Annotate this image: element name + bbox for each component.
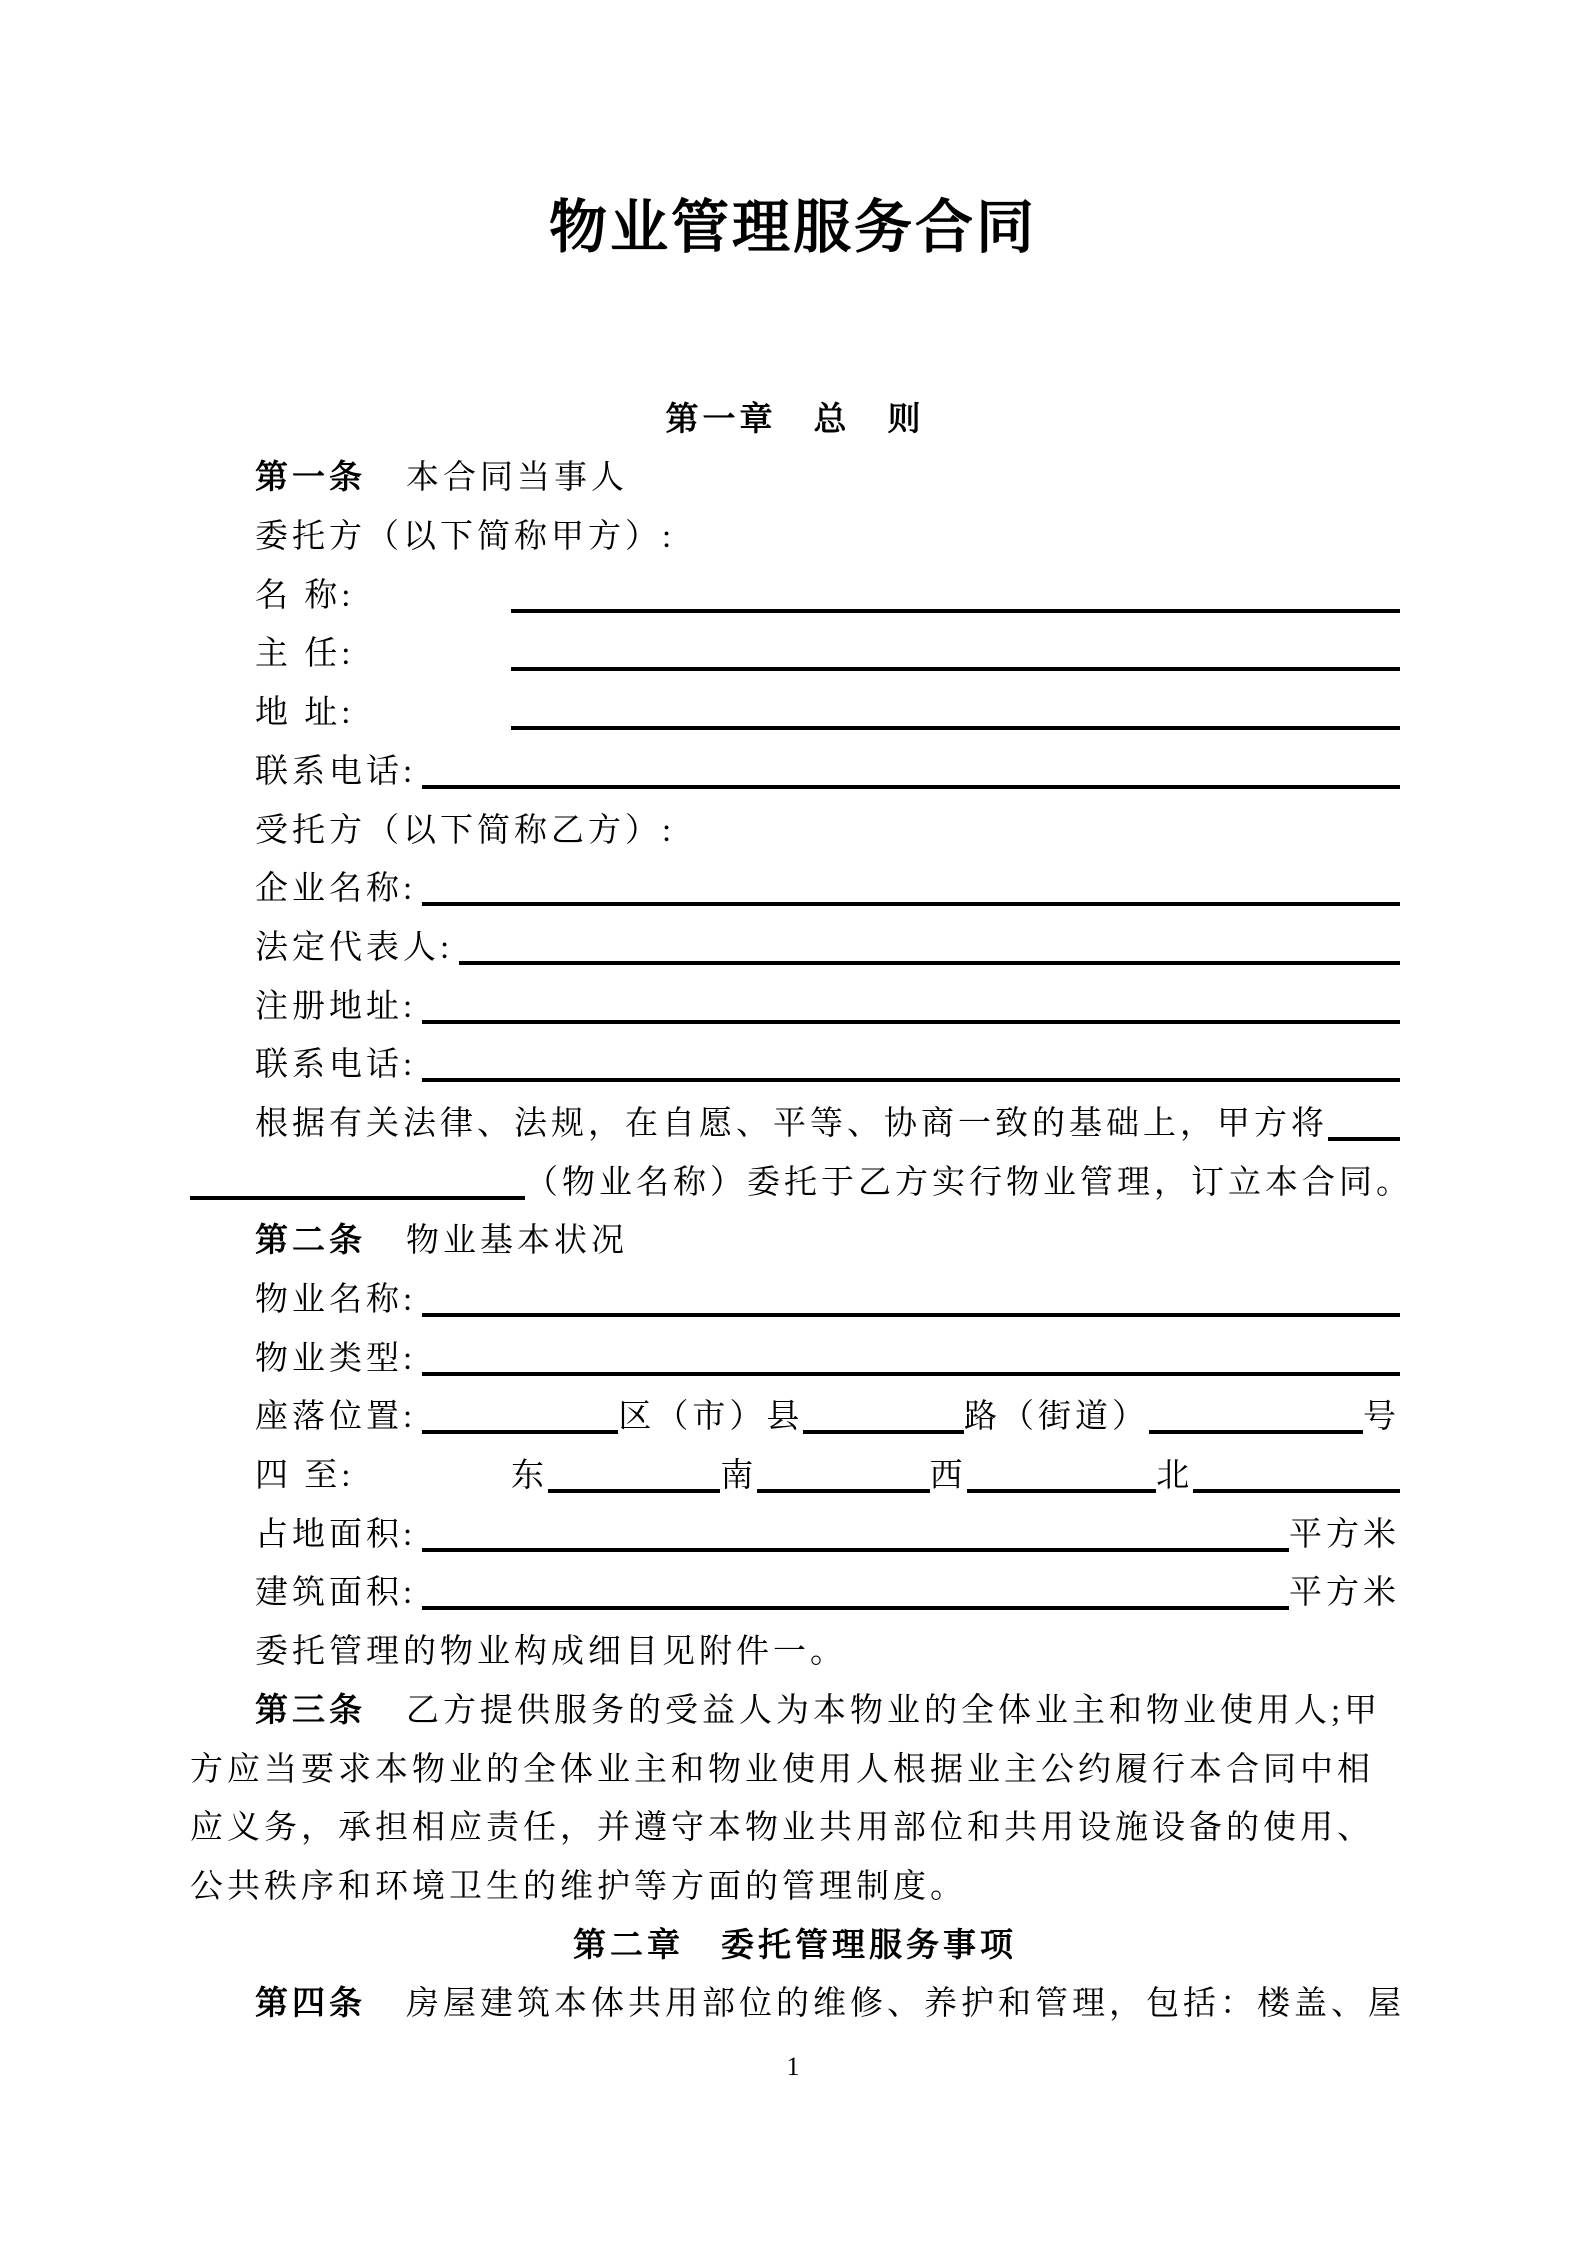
bounds-north-label: 北 [1156,1458,1194,1495]
location-number-blank[interactable] [1149,1430,1363,1434]
party-b-reg-address-label: 注册地址: [255,988,417,1025]
article-2-number: 第二条 [255,1223,366,1260]
article-1-row [190,443,1400,502]
floor-area-label: 建筑面积: [255,1575,417,1612]
party-a-name-row [190,560,1400,619]
party-a-director-label-right: 任: [304,636,355,673]
chapter-1-heading: 第一章 总 则 [665,401,925,438]
party-b-reg-address-row [190,971,1400,1030]
land-area-label: 占地面积: [255,1516,417,1553]
article-2-row [190,1206,1400,1265]
article-3-line-2-row [190,1734,1400,1793]
article-3-number: 第三条 [255,1692,366,1729]
article-1-number: 第一条 [255,460,366,497]
bounds-west-label: 西 [929,1458,967,1495]
party-a-phone-row [190,736,1400,795]
property-type-blank[interactable] [422,1372,1400,1376]
bounds-east-label: 东 [511,1458,548,1495]
land-area-blank[interactable] [422,1548,1289,1552]
party-b-company-blank[interactable] [422,902,1400,906]
article-3-line-1: 乙方提供服务的受益人为本物业的全体业主和物业使用人;甲 [406,1692,1382,1729]
land-area-unit: 平方米 [1289,1516,1400,1553]
party-a-name-label-left: 名 [255,577,292,614]
article-3-line-3: 应义务，承担相应责任，并遵守本物业共用部位和共用设施设备的使用、 [190,1810,1374,1847]
party-b-intro-row [190,795,1400,854]
floor-area-blank[interactable] [422,1606,1289,1610]
doc-body [190,384,1413,2027]
party-a-phone-label: 联系电话: [255,753,417,790]
attachment-note-row [190,1616,1400,1675]
page-number: 1 [786,2052,800,2081]
party-a-address-row [190,677,1400,736]
location-road-suffix: 路（街道） [963,1399,1149,1436]
party-a-name-label [255,577,505,614]
bounds-south-label: 南 [720,1458,758,1495]
article-1-title: 本合同当事人 [406,460,628,497]
party-b-legal-rep-row [190,912,1400,971]
chapter-2-heading: 第二章 委托管理服务事项 [573,1927,1017,1964]
property-name-row [190,1264,1400,1323]
party-a-address-blank[interactable] [511,726,1400,730]
article-3-line-4-row [190,1851,1400,1910]
party-b-company-row [190,854,1400,913]
party-a-intro-row [190,501,1400,560]
bounds-west-blank[interactable] [967,1489,1157,1493]
basis-line-2: （物业名称）委托于乙方实行物业管理，订立本合同。 [525,1164,1413,1201]
bounds-label-left: 四 [255,1458,292,1495]
location-road-blank[interactable] [803,1430,964,1434]
party-b-company-label: 企业名称: [255,871,417,908]
party-b-intro: 受托方（以下简称乙方）: [255,812,676,849]
basis-line-2-row [190,1147,1413,1206]
chapter-1-heading-row [190,384,1400,443]
party-b-legal-rep-label: 法定代表人: [255,929,454,966]
article-3-line-3-row [190,1793,1400,1852]
basis-line-1-row [190,1088,1400,1147]
bounds-label [255,1460,505,1493]
party-b-phone-blank[interactable] [422,1078,1400,1082]
property-location-row [190,1382,1400,1441]
property-location-label: 座落位置: [255,1399,417,1436]
article-4-row [190,1969,1405,2028]
article-3-line-4: 公共秩序和环境卫生的维护等方面的管理制度。 [190,1868,967,1905]
bounds-south-blank[interactable] [757,1489,929,1493]
property-name-blank-lead[interactable] [190,1196,525,1200]
bounds-north-blank[interactable] [1193,1489,1400,1493]
party-a-name-label-right: 称: [304,577,355,614]
floor-area-row [190,1558,1400,1617]
article-2-title: 物业基本状况 [406,1223,628,1260]
party-a-phone-blank[interactable] [422,785,1400,789]
party-a-address-label-right: 址: [304,695,355,732]
party-a-director-label-left: 主 [255,636,292,673]
party-a-address-label [255,697,505,730]
party-a-director-blank[interactable] [511,667,1400,671]
party-a-name-blank[interactable] [511,609,1400,613]
article-4-text: 房屋建筑本体共用部位的维修、养护和管理，包括：楼盖、屋 [406,1986,1405,2023]
basis-line-1: 根据有关法律、法规，在自愿、平等、协商一致的基础上，甲方将 [255,1105,1328,1142]
article-3-row [190,1675,1400,1734]
property-bounds-row [190,1440,1400,1499]
party-a-address-label-left: 地 [255,695,292,732]
property-name-label: 物业名称: [255,1282,417,1318]
property-type-row [190,1323,1400,1382]
party-b-reg-address-blank[interactable] [422,1020,1400,1024]
property-name-blank[interactable] [422,1313,1400,1317]
party-a-director-label [255,638,505,671]
doc-title: 物业管理服务合同 [548,195,1037,260]
location-district-blank[interactable] [422,1430,618,1434]
land-area-row [190,1499,1400,1558]
property-name-blank-inline[interactable] [1328,1137,1400,1141]
property-type-label: 物业类型: [255,1340,417,1377]
bounds-label-right: 至: [304,1458,355,1495]
article-3-line-2: 方应当要求本物业的全体业主和物业使用人根据业主公约履行本合同中相 [190,1751,1374,1788]
party-b-phone-label: 联系电话: [255,1047,417,1084]
bounds-east-blank[interactable] [548,1489,720,1493]
location-district-suffix: 区（市）县 [618,1399,804,1436]
chapter-2-heading-row [190,1910,1400,1969]
party-b-legal-rep-blank[interactable] [459,961,1400,965]
article-4-number: 第四条 [255,1986,366,2023]
party-a-director-row [190,619,1400,678]
attachment-note: 委托管理的物业构成细目见附件一。 [255,1634,847,1671]
location-number-suffix: 号 [1363,1399,1400,1436]
floor-area-unit: 平方米 [1289,1575,1400,1612]
party-b-phone-row [190,1030,1400,1089]
party-a-intro: 委托方（以下简称甲方）: [255,519,676,556]
